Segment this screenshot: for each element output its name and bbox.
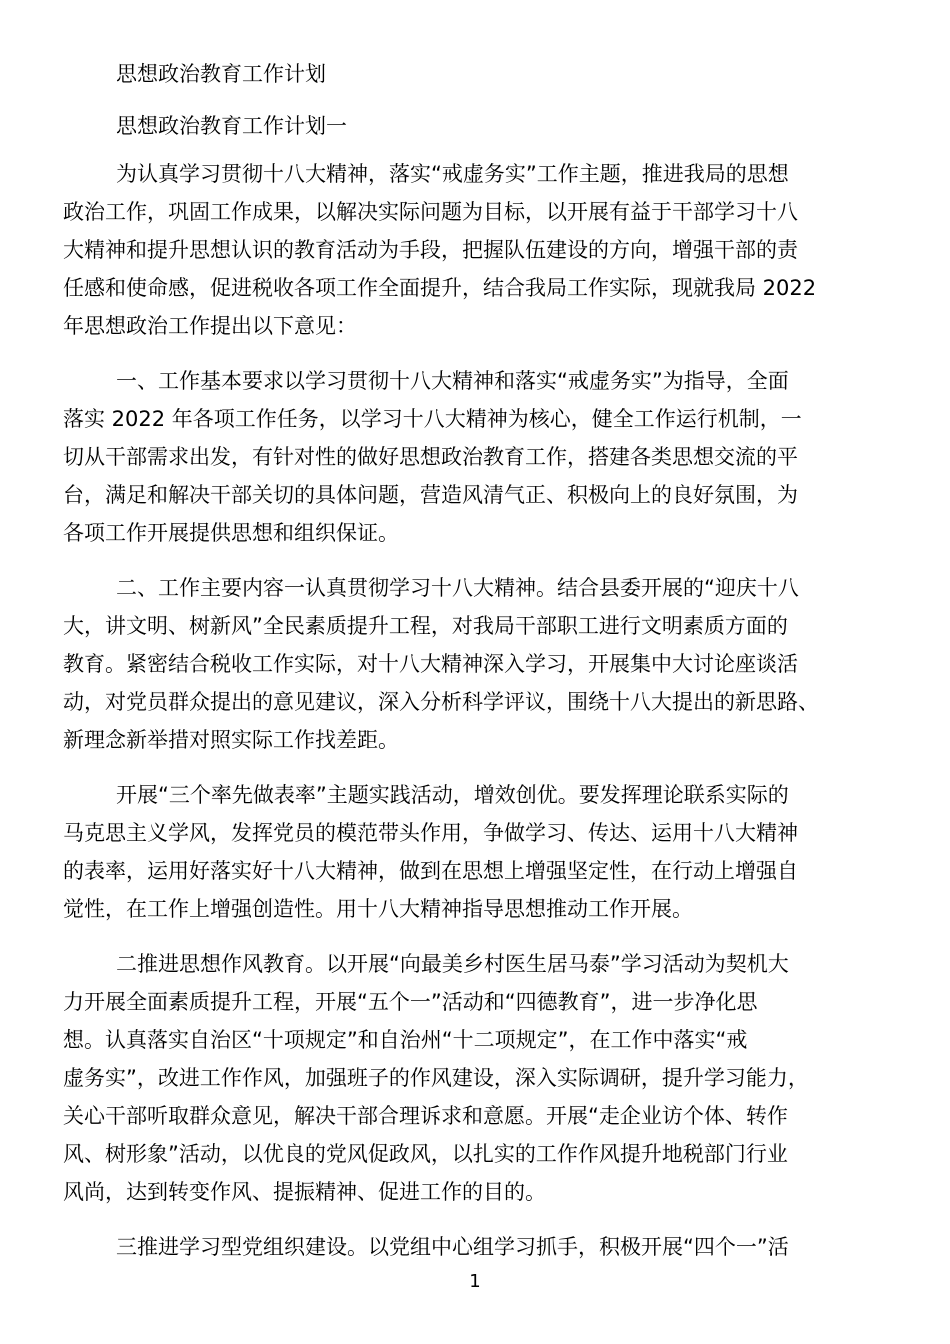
text-line: 为认真学习贯彻十八大精神，落实“戒虚务实”工作主题，推进我局的思想 [116,162,789,186]
text-line: 一、工作基本要求以学习贯彻十八大精神和落实“戒虚务实”为指导，全面 [116,369,789,393]
text-line: 力开展全面素质提升工程，开展“五个一”活动和“四德教育”，进一步净化思 [63,990,758,1014]
text-line: 风尚，达到转变作风、提振精神、促进工作的目的。 [63,1180,546,1204]
paragraph [63,367,884,557]
text-line: 任感和使命感，促进税收各项工作全面提升，结合我局工作实际，现就我局 2022 [63,276,817,300]
page-number: 1 [469,1271,481,1292]
text-line: 马克思主义学风，发挥党员的模范带头作用，争做学习、传达、运用十八大精神 [63,821,798,845]
document-title: 思想政治教育工作计划 [116,62,326,86]
text-line: 各项工作开展提供思想和组织保证。 [63,521,399,545]
paragraph [63,574,884,764]
text-line: 大，讲文明、树新风”全民素质提升工程，对我局干部职工进行文明素质方面的 [63,614,788,638]
paragraph [63,781,884,933]
text-line: 政治工作，巩固工作成果，以解决实际问题为目标，以开展有益于干部学习十八 [63,200,798,224]
text-line: 年思想政治工作提出以下意见： [63,314,357,338]
text-line: 的表率，运用好落实好十八大精神，做到在思想上增强坚定性，在行动上增强自 [63,859,798,883]
text-line: 台，满足和解决干部关切的具体问题，营造风清气正、积极向上的良好氛围，为 [63,483,798,507]
document-subtitle: 思想政治教育工作计划一 [116,114,347,138]
text-line: 关心干部听取群众意见，解决干部合理诉求和意愿。开展“走企业访个体、转作 [63,1104,788,1128]
text-line: 动，对党员群众提出的意见建议，深入分析科学评议，围绕十八大提出的新思路、 [63,690,819,714]
text-line: 切从干部需求出发，有针对性的做好思想政治教育工作，搭建各类思想交流的平 [63,445,798,469]
text-line: 风、树形象”活动，以优良的党风促政风，以扎实的工作作风提升地税部门行业 [63,1142,788,1166]
text-line: 虚务实”，改进工作作风，加强班子的作风建设，深入实际调研，提升学习能力， [63,1066,809,1090]
paragraph [115,1233,884,1271]
text-line: 三推进学习型党组织建设。以党组中心组学习抓手，积极开展“四个一”活 [116,1235,789,1259]
text-line: 想。认真落实自治区“十项规定”和自治州“十二项规定”，在工作中落实“戒 [63,1028,748,1052]
text-line: 二推进思想作风教育。以开展“向最美乡村医生居马泰”学习活动为契机大 [116,952,789,976]
paragraph [63,160,884,350]
text-line: 教育。紧密结合税收工作实际，对十八大精神深入学习，开展集中大讨论座谈活 [63,652,798,676]
document-body [63,160,884,1271]
text-line: 新理念新举措对照实际工作找差距。 [63,728,399,752]
text-line: 觉性，在工作上增强创造性。用十八大精神指导思想推动工作开展。 [63,897,693,921]
text-line: 落实 2022 年各项工作任务，以学习十八大精神为核心，健全工作运行机制，一 [63,407,802,431]
paragraph [63,950,884,1216]
text-line: 开展“三个率先做表率”主题实践活动，增效创优。要发挥理论联系实际的 [116,783,789,807]
text-line: 大精神和提升思想认识的教育活动为手段，把握队伍建设的方向，增强干部的责 [63,238,798,262]
text-line: 二、工作主要内容一认真贯彻学习十八大精神。结合县委开展的“迎庆十八 [116,576,799,600]
